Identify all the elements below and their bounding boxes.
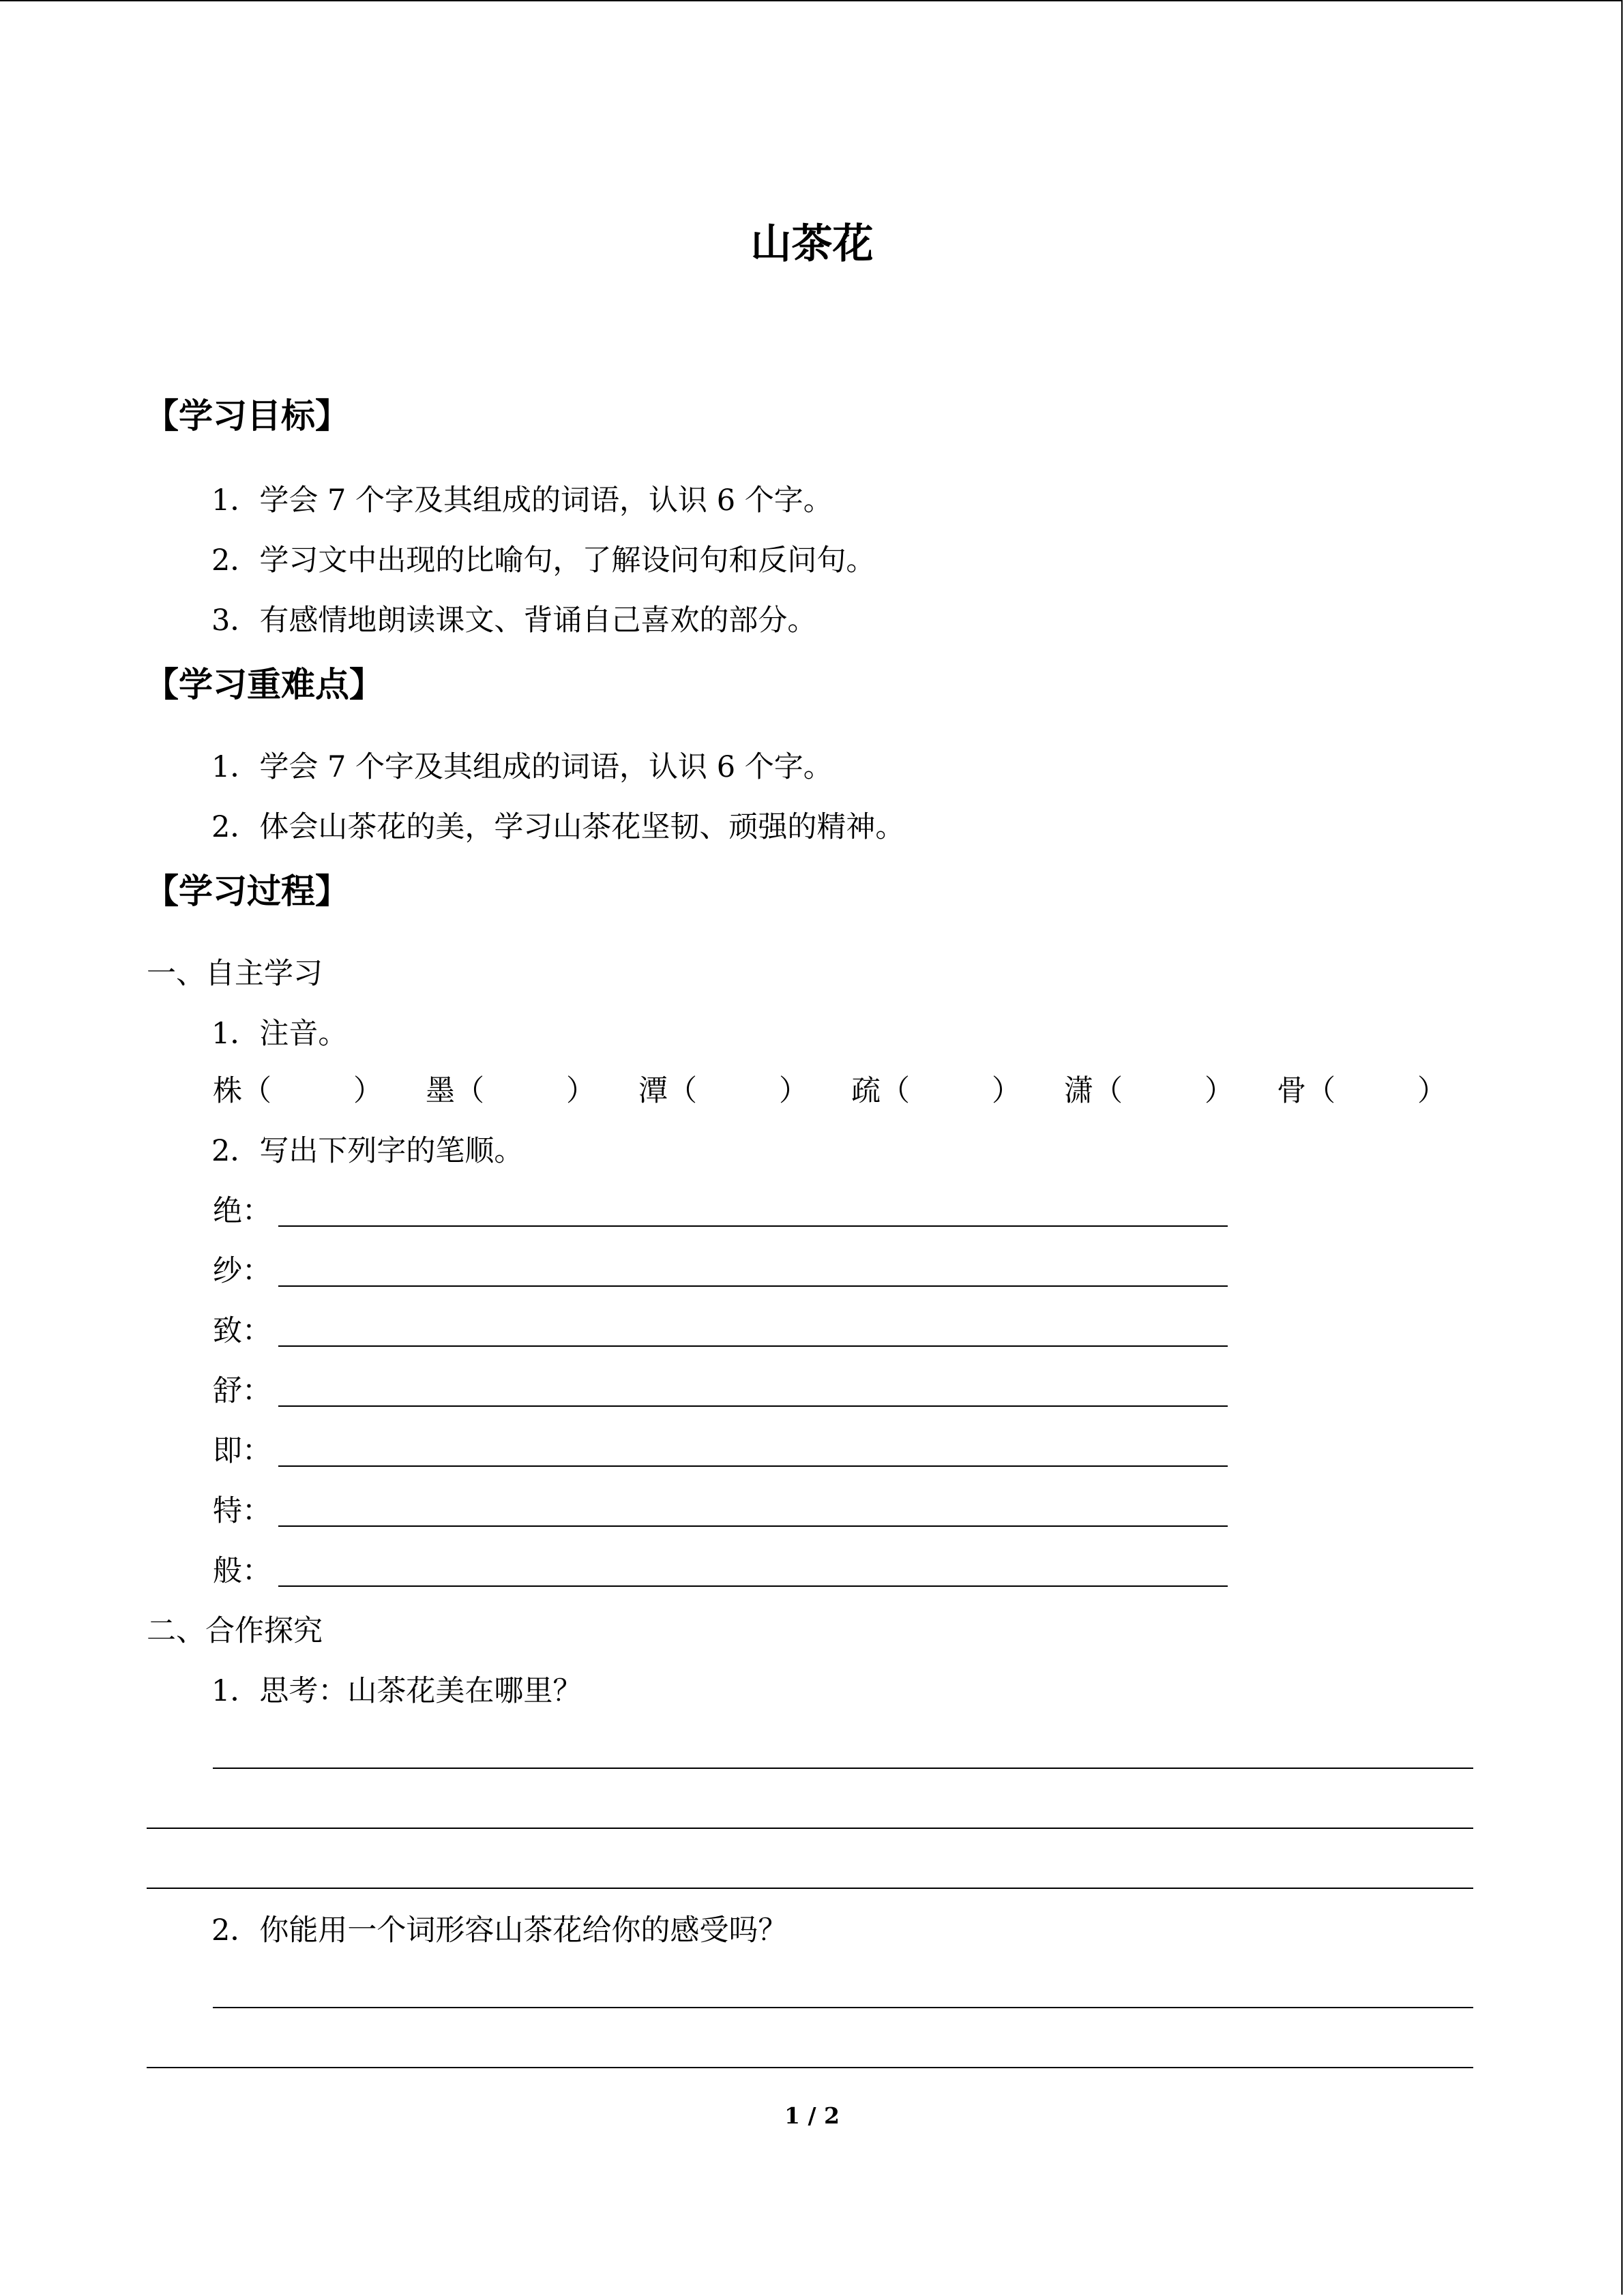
pinyin-item	[851, 1068, 1021, 1109]
stroke-answer-line[interactable]	[278, 1525, 1228, 1527]
stroke-answer-line[interactable]	[278, 1585, 1228, 1587]
part2-title: 二、合作探究	[147, 1614, 323, 1648]
answer-line[interactable]	[213, 1768, 1473, 1769]
paren-close: ）	[779, 1074, 808, 1108]
answer-line[interactable]	[147, 1888, 1473, 1889]
stroke-answer-line[interactable]	[278, 1285, 1228, 1287]
stroke-answer-line[interactable]	[278, 1345, 1228, 1347]
part1-title: 一、自主学习	[147, 957, 323, 991]
pinyin-char: 墨	[426, 1074, 455, 1108]
goal-item-2: 2．学习文中出现的比喻句，了解设问句和反问句。	[211, 543, 876, 578]
stroke-label: 特：	[213, 1494, 271, 1528]
part1-q2: 2．写出下列字的笔顺。	[211, 1134, 524, 1168]
pinyin-char: 潇	[1064, 1074, 1093, 1108]
heading-key-points: 【学习重难点】	[145, 665, 383, 704]
pinyin-item	[213, 1068, 383, 1109]
stroke-label: 绝：	[213, 1194, 271, 1228]
goal-item-3: 3．有感情地朗读课文、背诵自己喜欢的部分。	[211, 603, 817, 638]
pinyin-item	[1277, 1068, 1447, 1109]
stroke-label: 舒：	[213, 1374, 271, 1408]
paren-open: （	[1306, 1074, 1335, 1108]
page-title: 山茶花	[750, 220, 874, 268]
part2-q2: 2．你能用一个词形容山茶花给你的感受吗？	[211, 1913, 788, 1948]
paren-open: （	[455, 1074, 484, 1108]
stroke-label: 致：	[213, 1314, 271, 1348]
pinyin-char: 骨	[1277, 1074, 1306, 1108]
paren-open: （	[1093, 1074, 1123, 1108]
stroke-label: 纱：	[213, 1254, 271, 1288]
answer-line[interactable]	[147, 1828, 1473, 1829]
answer-line[interactable]	[213, 2007, 1473, 2008]
paren-close: ）	[1205, 1074, 1234, 1108]
stroke-answer-line[interactable]	[278, 1405, 1228, 1407]
pinyin-item	[1064, 1068, 1234, 1109]
heading-process: 【学习过程】	[145, 871, 349, 911]
pinyin-item	[638, 1068, 808, 1109]
part1-q1: 1．注音。	[211, 1017, 348, 1051]
paren-close: ）	[1417, 1074, 1447, 1108]
part2-q1: 1．思考：山茶花美在哪里？	[211, 1674, 582, 1708]
pinyin-char: 株	[213, 1074, 242, 1108]
paren-close: ）	[353, 1074, 383, 1108]
paren-open: （	[242, 1074, 271, 1108]
paren-open: （	[668, 1074, 697, 1108]
pinyin-item	[426, 1068, 595, 1109]
answer-line[interactable]	[147, 2067, 1473, 2068]
goal-item-1: 1．学会 7 个字及其组成的词语，认识 6 个字。	[211, 483, 833, 518]
stroke-label: 般：	[213, 1554, 271, 1588]
stroke-answer-line[interactable]	[278, 1465, 1228, 1467]
heading-goals: 【学习目标】	[145, 396, 349, 436]
pinyin-char: 疏	[851, 1074, 881, 1108]
page-indicator: 1 / 2	[784, 2102, 840, 2129]
paren-open: （	[881, 1074, 910, 1108]
paren-close: ）	[992, 1074, 1021, 1108]
pinyin-char: 潭	[638, 1074, 668, 1108]
paren-close: ）	[566, 1074, 595, 1108]
key-point-item-2: 2．体会山茶花的美，学习山茶花坚韧、顽强的精神。	[211, 810, 905, 844]
stroke-answer-line[interactable]	[278, 1225, 1228, 1227]
stroke-label: 即：	[213, 1434, 271, 1468]
key-point-item-1: 1．学会 7 个字及其组成的词语，认识 6 个字。	[211, 750, 833, 784]
pinyin-row	[213, 1068, 1447, 1109]
